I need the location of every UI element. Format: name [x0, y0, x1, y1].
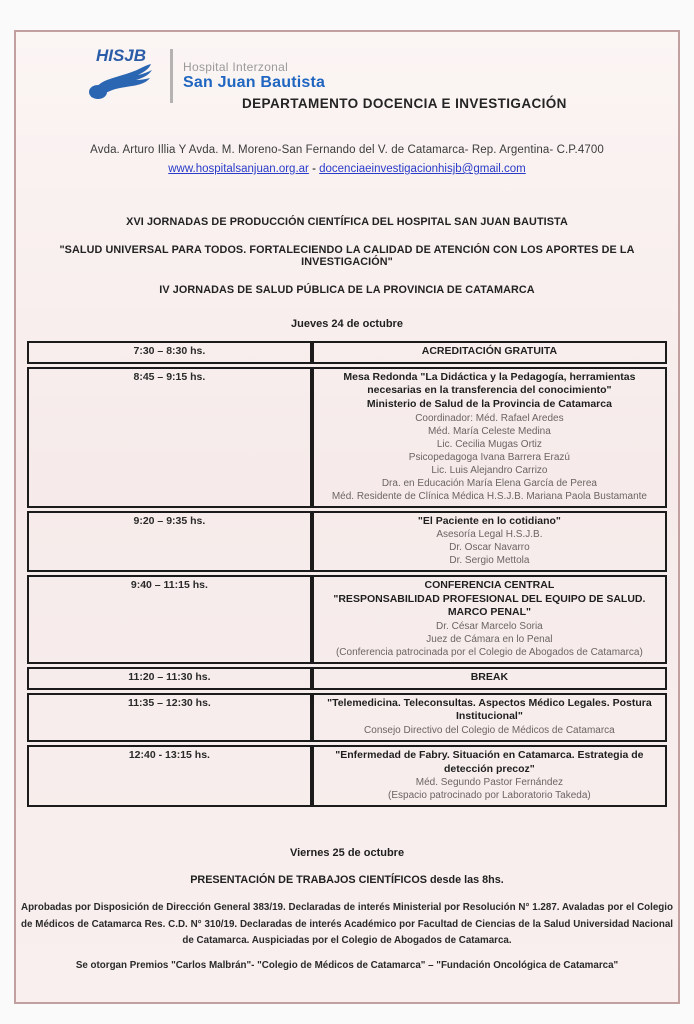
session-line: Coordinador: Méd. Rafael Aredes — [415, 412, 564, 424]
document-page — [14, 30, 680, 1004]
session-line: (Espacio patrocinado por Laboratorio Takeda) — [388, 790, 591, 802]
presentation-note: PRESENTACIÓN DE TRABAJOS CIENTÍFICOS desde las 8hs. — [190, 874, 504, 886]
event-title-3: IV JORNADAS DE SALUD PÚBLICA DE LA PROVINCIA DE CATAMARCA — [159, 284, 535, 296]
session-line: "Telemedicina. Teleconsultas. Aspectos Médico Legales. Postura Institucional" — [327, 696, 652, 723]
time-cell: 9:40 – 11:15 hs. — [27, 575, 312, 664]
department-title: DEPARTAMENTO DOCENCIA E INVESTIGACIÓN — [242, 96, 567, 111]
schedule-row — [27, 693, 667, 742]
logo-hospital-type: Hospital Interzonal — [183, 60, 289, 74]
awards-line: Se otorgan Premios "Carlos Malbrán"- "Colegio de Médicos de Catamarca" – "Fundación Oncológica de Catamarca" — [75, 960, 619, 971]
links-line — [16, 163, 678, 175]
logo-mark — [82, 46, 160, 106]
event-title-1: XVI JORNADAS DE PRODUCCIÓN CIENTÍFICA DEL HOSPITAL SAN JUAN BAUTISTA — [126, 216, 568, 228]
session-line: Dr. Oscar Navarro — [449, 542, 530, 554]
session-line: Dr. Sergio Mettola — [449, 555, 530, 567]
time-cell: 7:30 – 8:30 hs. — [27, 341, 312, 364]
logo-acronym: HISJB — [95, 46, 147, 65]
session-cell — [312, 511, 667, 573]
session-cell — [312, 341, 667, 364]
address-line: Avda. Arturo Illia Y Avda. M. Moreno-San Fernando del V. de Catamarca- Rep. Argentina- C.P.4700 — [90, 144, 604, 156]
session-line: Ministerio de Salud de la Provincia de Catamarca — [366, 397, 612, 410]
session-line: Dra. en Educación María Elena García de Perea — [381, 477, 597, 489]
logo-hospital-name: San Juan Bautista — [183, 74, 326, 91]
session-line: Dr. César Marcelo Soria — [436, 621, 543, 633]
session-line: Juez de Cámara en lo Penal — [426, 634, 553, 646]
event-title-2: "SALUD UNIVERSAL PARA TODOS. FORTALECIENDO LA CALIDAD DE ATENCIÓN CON LOS APORTES DE LA INVESTIGACIÓN" — [59, 244, 635, 268]
session-line: (Conferencia patrocinada por el Colegio de Abogados de Catamarca) — [335, 647, 643, 659]
session-line: Mesa Redonda "La Didáctica y la Pedagogía, herramientas necesarias en la transferencia del conocimiento" — [343, 370, 636, 397]
hand-icon — [88, 63, 154, 106]
session-line: "Enfermedad de Fabry. Situación en Catamarca. Estrategia de detección precoz" — [335, 749, 644, 775]
session-cell — [312, 667, 667, 690]
session-line: Méd. Residente de Clínica Médica H.S.J.B. Mariana Paola Bustamante — [331, 490, 647, 502]
session-line: Psicopedagoga Ivana Barrera Erazú — [408, 451, 570, 463]
schedule-row — [27, 511, 667, 573]
session-line: ACREDITACIÓN GRATUITA — [421, 345, 558, 357]
session-line: Lic. Luis Alejandro Carrizo — [431, 464, 548, 476]
logo-wordmark — [183, 60, 325, 92]
time-cell: 9:20 – 9:35 hs. — [27, 511, 312, 573]
time-cell: 8:45 – 9:15 hs. — [27, 367, 312, 508]
session-line: Méd. María Celeste Medina — [427, 425, 551, 437]
schedule-body — [27, 341, 667, 807]
logo-divider — [170, 49, 173, 103]
schedule-row — [27, 745, 667, 807]
session-cell — [312, 693, 667, 742]
schedule-row — [27, 667, 667, 690]
time-cell: 11:20 – 11:30 hs. — [27, 667, 312, 690]
session-cell — [312, 575, 667, 664]
schedule-row — [27, 367, 667, 508]
time-cell: 12:40 - 13:15 hs. — [27, 745, 312, 807]
session-line: Consejo Directivo del Colegio de Médicos de Catamarca — [364, 725, 615, 737]
session-line: CONFERENCIA CENTRAL — [424, 579, 555, 592]
website-link[interactable]: www.hospitalsanjuan.org.ar — [168, 163, 309, 175]
session-line: Asesoría Legal H.S.J.B. — [436, 529, 543, 541]
session-cell — [312, 367, 667, 508]
approvals-paragraph: Aprobadas por Disposición de Dirección General 383/19. Declaradas de interés Ministerial por Resolución N° 1.287. Avaladas por el Colegio de Médicos de Catamarca Res. C.D. N° 310/19. Declaradas de interés Académico por Facultad de Ciencias de la Salud Universidad Nacional de Catamarca. Auspiciadas por el Colegio de Abogados de Catamarca. — [21, 902, 673, 947]
link-separator: - — [312, 163, 316, 175]
session-cell — [312, 745, 667, 807]
schedule-row — [27, 341, 667, 364]
session-line: Méd. Segundo Pastor Fernández — [415, 777, 564, 789]
event-titles — [16, 216, 678, 312]
email-link[interactable]: docenciaeinvestigacionhisjb@gmail.com — [319, 163, 526, 175]
session-line: "El Paciente en lo cotidiano" — [417, 514, 561, 527]
time-cell: 11:35 – 12:30 hs. — [27, 693, 312, 742]
schedule-table — [27, 338, 667, 810]
session-line: "RESPONSABILIDAD PROFESIONAL DEL EQUIPO DE SALUD. MARCO PENAL" — [333, 592, 646, 619]
day-1-header: Jueves 24 de octubre — [291, 318, 403, 330]
day-2-header: Viernes 25 de octubre — [289, 847, 405, 859]
session-line: BREAK — [470, 671, 509, 684]
session-line: Lic. Cecilia Mugas Ortiz — [436, 438, 542, 450]
schedule-row — [27, 575, 667, 664]
